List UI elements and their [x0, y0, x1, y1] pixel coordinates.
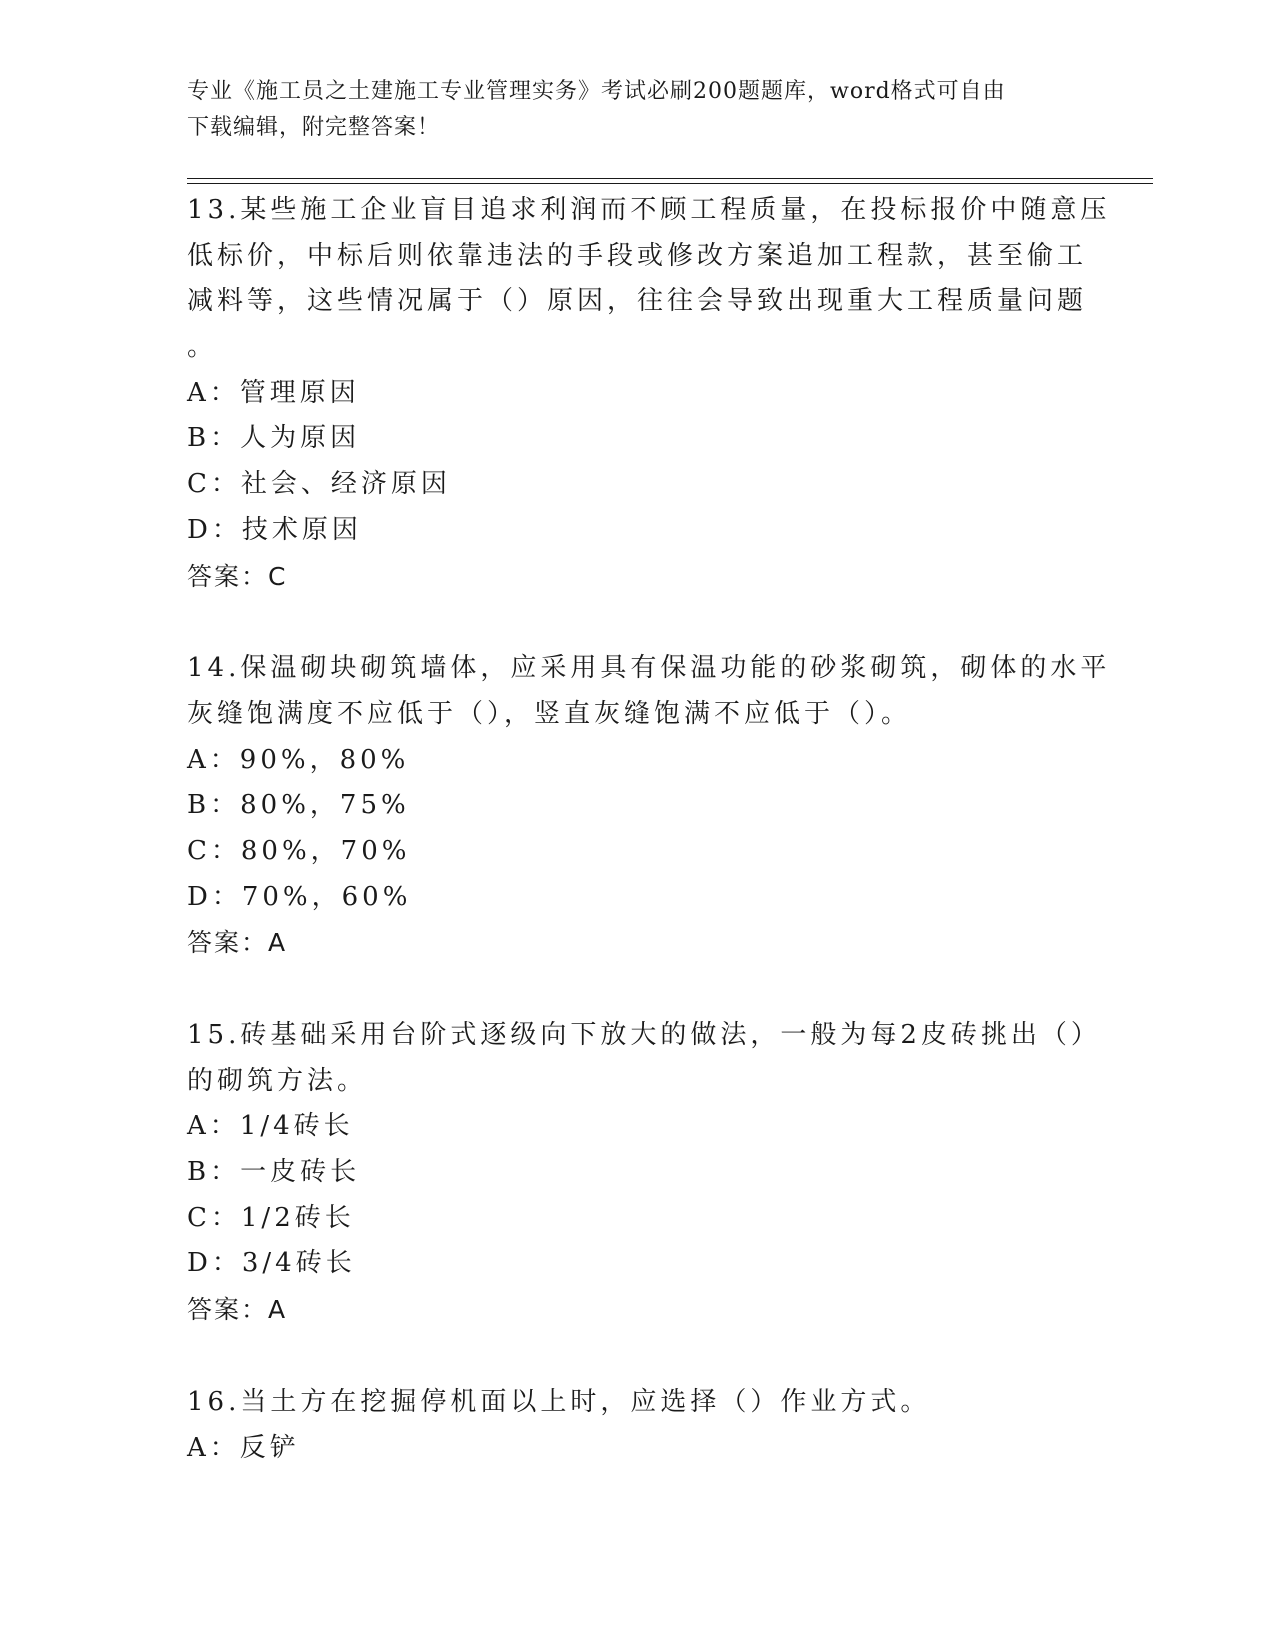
correct-answer: 答案：A — [187, 1295, 288, 1325]
answer-option: A：90%，80% — [187, 744, 410, 775]
answer-option: D：3/4砖长 — [187, 1248, 356, 1279]
question-stem-line: 16.当土方在挖掘停机面以上时，应选择（）作业方式。 — [187, 1386, 931, 1417]
answer-option: A：1/4砖长 — [187, 1111, 354, 1142]
answer-option: D：技术原因 — [187, 514, 362, 545]
answer-option: C：1/2砖长 — [187, 1202, 355, 1233]
question-block — [187, 188, 1111, 599]
document-header — [187, 74, 1067, 146]
answer-option: C：80%，70% — [187, 835, 411, 866]
question-block — [187, 646, 1111, 966]
question-stem-line: 15.砖基础采用台阶式逐级向下放大的做法，一般为每2皮砖挑出（） — [187, 1020, 1101, 1050]
question-stem-line: 低标价，中标后则依靠违法的手段或修改方案追加工程款，甚至偷工 — [187, 240, 1088, 271]
question-block — [187, 1013, 1101, 1333]
question-stem-line: 13.某些施工企业盲目追求利润而不顾工程质量，在投标报价中随意压 — [187, 195, 1111, 225]
question-block — [187, 1380, 1087, 1471]
question-stem-line: 灰缝饱满度不应低于（），竖直灰缝饱满不应低于（）。 — [187, 698, 912, 729]
answer-option: B：80%，75% — [187, 790, 410, 821]
answer-option: B：人为原因 — [187, 423, 361, 454]
answer-option: B：一皮砖长 — [187, 1157, 361, 1188]
header-divider — [187, 183, 1153, 184]
question-stem-line: 。 — [187, 332, 218, 363]
answer-option: D：70%，60% — [187, 881, 412, 912]
question-stem-line: 减料等，这些情况属于（）原因，往往会导致出现重大工程质量问题 — [187, 286, 1088, 317]
answer-option: C：社会、经济原因 — [187, 469, 451, 500]
correct-answer: 答案：A — [187, 928, 288, 958]
answer-option: A：管理原因 — [187, 377, 360, 408]
header-line: 下载编辑，附完整答案！ — [187, 115, 441, 140]
question-stem-line: 14.保温砌块砌筑墙体，应采用具有保温功能的砂浆砌筑，砌体的水平 — [187, 653, 1111, 684]
question-list — [187, 188, 1111, 1518]
header-line: 专业《施工员之土建施工专业管理实务》考试必刷200题题库，word格式可自由 — [187, 79, 1006, 104]
header-divider — [187, 178, 1153, 179]
correct-answer: 答案：C — [187, 561, 288, 591]
question-stem-line: 的砌筑方法。 — [187, 1065, 368, 1096]
answer-option: A：反铲 — [187, 1432, 300, 1463]
